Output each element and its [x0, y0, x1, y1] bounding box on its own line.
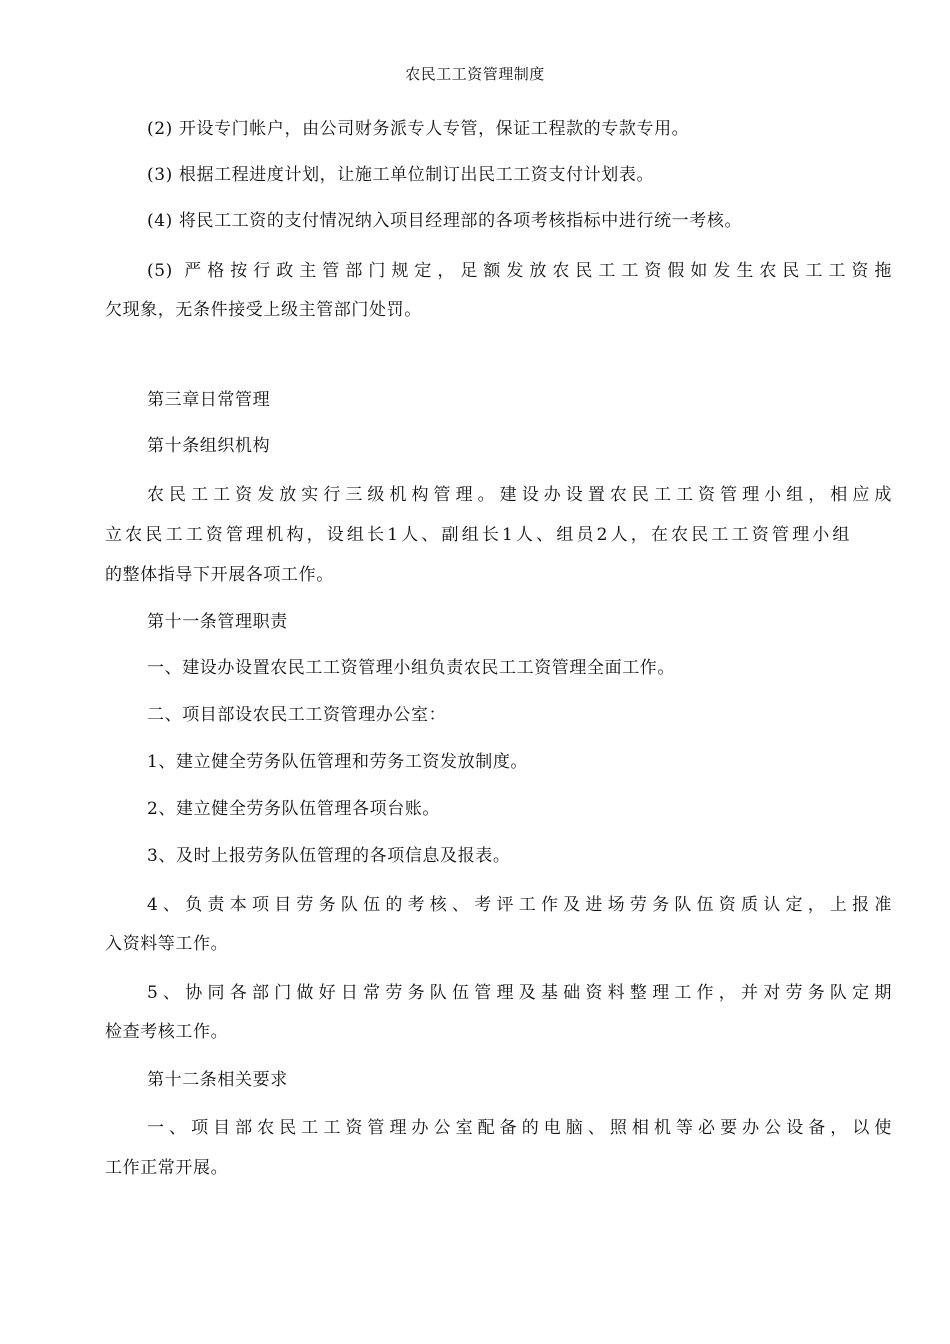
article-11-two: 二、项目部设农民工工资管理办公室： — [147, 705, 447, 725]
article-11-item-3: 3、及时上报劳务队伍管理的各项信息及报表。 — [147, 846, 511, 866]
article-10-line-2: 立农民工工资管理机构，设组长1人、副组长1人、组员2人，在农民工工资管理小组 — [105, 525, 850, 545]
article-11-item-1: 1、建立健全劳务队伍管理和劳务工资发放制度。 — [147, 752, 529, 772]
article-11-item-2: 2、建立健全劳务队伍管理各项台账。 — [147, 799, 441, 819]
item-5-line-1: (5) 严格按行政主管部门规定，足额发放农民工工资假如发生农民工工资拖 — [147, 261, 892, 281]
article-11-item-4-line-1: 4、负责本项目劳务队伍的考核、考评工作及进场劳务队伍资质认定，上报准 — [147, 895, 892, 915]
page-header: 农民工工资管理制度 — [405, 65, 545, 83]
chapter-heading: 第三章日常管理 — [147, 390, 271, 410]
article-11-item-5-line-1: 5、协同各部门做好日常劳务队伍管理及基础资料整理工作，并对劳务队定期 — [147, 983, 892, 1003]
article-12-one-line-2: 工作正常开展。 — [105, 1158, 229, 1178]
article-10-title: 第十条组织机构 — [147, 436, 271, 456]
item-2: (2) 开设专门帐户，由公司财务派专人专管，保证工程款的专款专用。 — [147, 119, 690, 139]
article-11-title: 第十一条管理职责 — [147, 612, 288, 632]
article-12-one-line-1: 一、项目部农民工工资管理办公室配备的电脑、照相机等必要办公设备，以使 — [147, 1118, 892, 1138]
item-5-line-2: 欠现象，无条件接受上级主管部门处罚。 — [105, 300, 422, 320]
article-11-one: 一、建设办设置农民工工资管理小组负责农民工工资管理全面工作。 — [147, 658, 675, 678]
article-10-line-3: 的整体指导下开展各项工作。 — [105, 565, 334, 585]
item-4: (4) 将民工工资的支付情况纳入项目经理部的各项考核指标中进行统一考核。 — [147, 211, 743, 231]
article-10-line-1: 农民工工资发放实行三级机构管理。建设办设置农民工工资管理小组，相应成 — [147, 485, 892, 505]
article-11-item-5-line-2: 检查考核工作。 — [105, 1022, 229, 1042]
item-3: (3) 根据工程进度计划，让施工单位制订出民工工资支付计划表。 — [147, 165, 655, 185]
article-11-item-4-line-2: 入资料等工作。 — [105, 934, 229, 954]
article-12-title: 第十二条相关要求 — [147, 1070, 288, 1090]
